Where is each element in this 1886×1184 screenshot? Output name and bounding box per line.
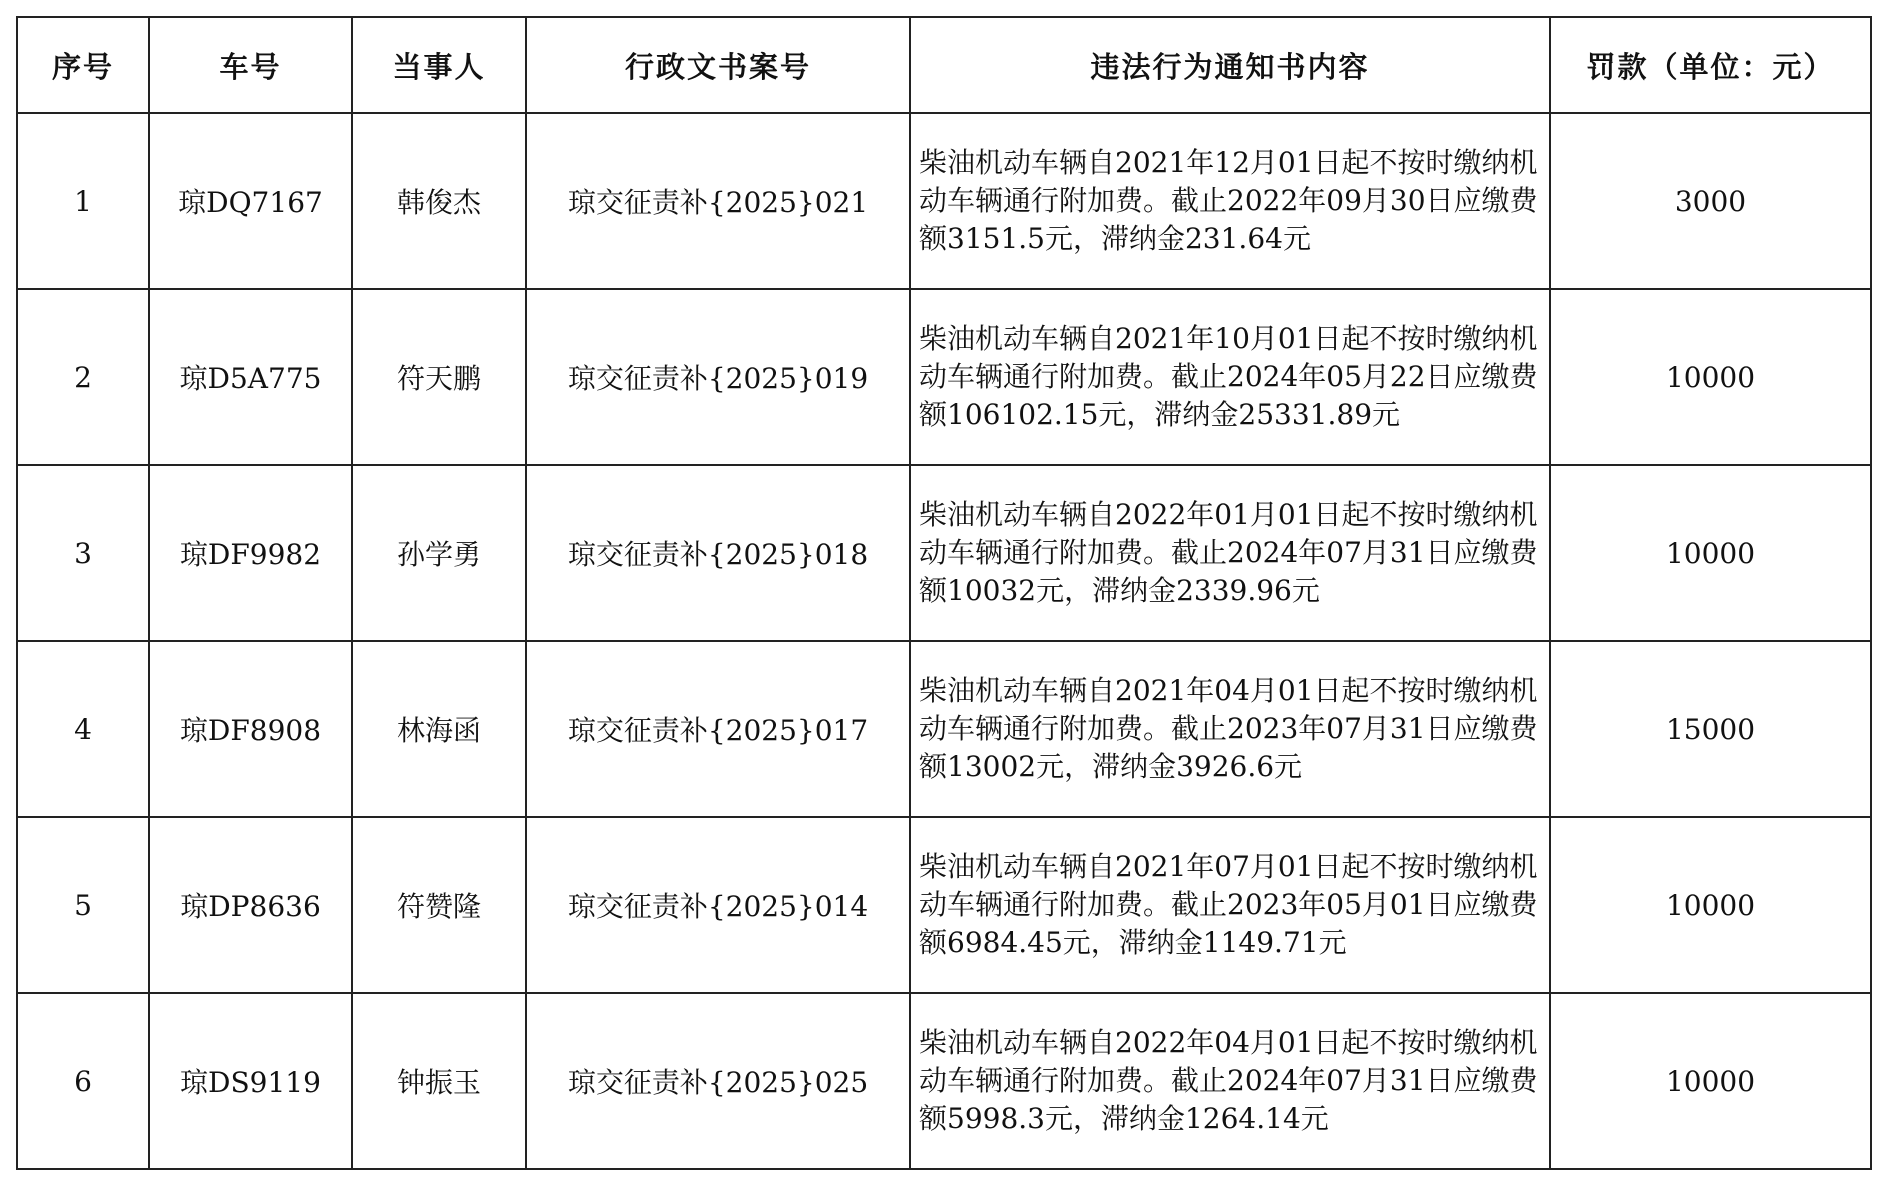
cell-case-number: 琼交征责补{2025}021 bbox=[526, 113, 910, 289]
table-row bbox=[17, 817, 1871, 993]
cell-case-number: 琼交征责补{2025}019 bbox=[526, 289, 910, 465]
cell-index: 3 bbox=[17, 465, 149, 641]
cell-fine: 10000 bbox=[1550, 993, 1871, 1169]
cell-index: 5 bbox=[17, 817, 149, 993]
cell-notice-content: 柴油机动车辆自2022年04月01日起不按时缴纳机动车辆通行附加费。截止2024年07月31日应缴费额5998.3元，滞纳金1264.14元 bbox=[910, 993, 1550, 1169]
cell-case-number: 琼交征责补{2025}017 bbox=[526, 641, 910, 817]
cell-plate: 琼DF9982 bbox=[149, 465, 352, 641]
cell-plate: 琼D5A775 bbox=[149, 289, 352, 465]
cell-party: 符赞隆 bbox=[352, 817, 526, 993]
cell-index: 4 bbox=[17, 641, 149, 817]
penalty-table-container bbox=[16, 16, 1872, 1170]
cell-notice-content: 柴油机动车辆自2021年12月01日起不按时缴纳机动车辆通行附加费。截止2022年09月30日应缴费额3151.5元，滞纳金231.64元 bbox=[910, 113, 1550, 289]
cell-party: 韩俊杰 bbox=[352, 113, 526, 289]
table-row bbox=[17, 993, 1871, 1169]
cell-fine: 10000 bbox=[1550, 817, 1871, 993]
cell-index: 6 bbox=[17, 993, 149, 1169]
table-row bbox=[17, 113, 1871, 289]
cell-notice-content: 柴油机动车辆自2021年04月01日起不按时缴纳机动车辆通行附加费。截止2023年07月31日应缴费额13002元，滞纳金3926.6元 bbox=[910, 641, 1550, 817]
table-row bbox=[17, 465, 1871, 641]
header-index: 序号 bbox=[17, 17, 149, 113]
header-case-number: 行政文书案号 bbox=[526, 17, 910, 113]
cell-notice-content: 柴油机动车辆自2021年07月01日起不按时缴纳机动车辆通行附加费。截止2023年05月01日应缴费额6984.45元，滞纳金1149.71元 bbox=[910, 817, 1550, 993]
cell-party: 符天鹏 bbox=[352, 289, 526, 465]
cell-plate: 琼DQ7167 bbox=[149, 113, 352, 289]
table-row bbox=[17, 641, 1871, 817]
cell-party: 林海函 bbox=[352, 641, 526, 817]
cell-fine: 15000 bbox=[1550, 641, 1871, 817]
table-row bbox=[17, 289, 1871, 465]
table-header-row bbox=[17, 17, 1871, 113]
header-party: 当事人 bbox=[352, 17, 526, 113]
cell-party: 孙学勇 bbox=[352, 465, 526, 641]
cell-party: 钟振玉 bbox=[352, 993, 526, 1169]
header-notice-content: 违法行为通知书内容 bbox=[910, 17, 1550, 113]
cell-case-number: 琼交征责补{2025}025 bbox=[526, 993, 910, 1169]
cell-plate: 琼DF8908 bbox=[149, 641, 352, 817]
cell-plate: 琼DP8636 bbox=[149, 817, 352, 993]
cell-fine: 3000 bbox=[1550, 113, 1871, 289]
cell-case-number: 琼交征责补{2025}014 bbox=[526, 817, 910, 993]
cell-plate: 琼DS9119 bbox=[149, 993, 352, 1169]
cell-fine: 10000 bbox=[1550, 289, 1871, 465]
cell-case-number: 琼交征责补{2025}018 bbox=[526, 465, 910, 641]
header-fine: 罚款（单位：元） bbox=[1550, 17, 1871, 113]
cell-notice-content: 柴油机动车辆自2022年01月01日起不按时缴纳机动车辆通行附加费。截止2024年07月31日应缴费额10032元，滞纳金2339.96元 bbox=[910, 465, 1550, 641]
cell-fine: 10000 bbox=[1550, 465, 1871, 641]
cell-notice-content: 柴油机动车辆自2021年10月01日起不按时缴纳机动车辆通行附加费。截止2024年05月22日应缴费额106102.15元，滞纳金25331.89元 bbox=[910, 289, 1550, 465]
cell-index: 2 bbox=[17, 289, 149, 465]
cell-index: 1 bbox=[17, 113, 149, 289]
header-plate: 车号 bbox=[149, 17, 352, 113]
penalty-table bbox=[16, 16, 1872, 1170]
